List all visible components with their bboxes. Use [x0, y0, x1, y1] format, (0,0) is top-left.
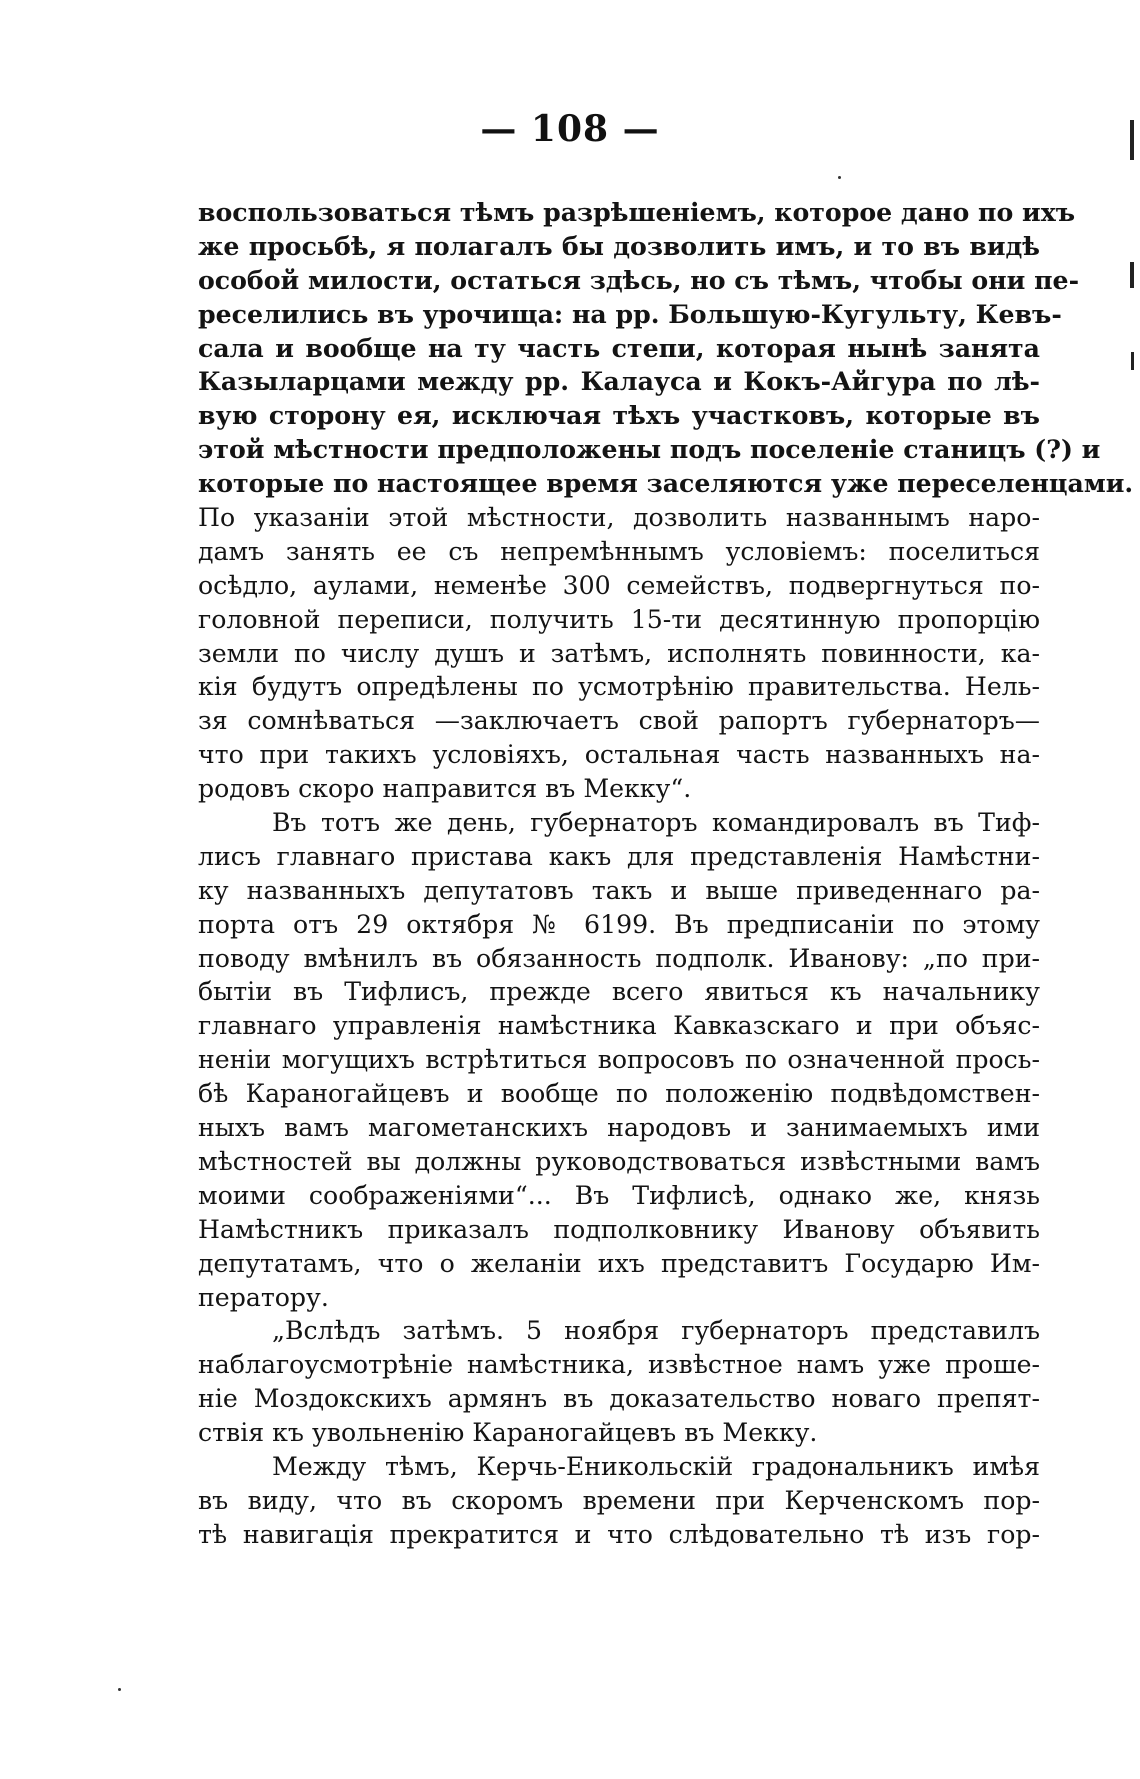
text-line: мѣстностей вы должны руководствоваться извѣстными вамъ	[198, 1146, 1040, 1176]
paragraph-start-line: Въ тотъ же день, губернаторъ командировалъ въ Тиф-	[272, 808, 1040, 838]
text-line: ператору.	[198, 1282, 329, 1312]
text-line: осѣдло, аулами, неменѣе 300 семействъ, подвергнуться по-	[198, 570, 1040, 600]
text-line: бытіи въ Тифлисъ, прежде всего явиться къ начальнику	[198, 977, 1040, 1007]
text-line: главнаго управленія намѣстника Кавказскаго и при объяс-	[198, 1011, 1040, 1041]
text-line: депутатамъ, что о желаніи ихъ представитъ Государю Им-	[198, 1248, 1040, 1278]
text-line: порта отъ 29 октября № 6199. Въ предписаніи по этому	[198, 909, 1040, 939]
text-line: Казыларцами между рр. Калауса и Кокъ-Айгура по лѣ-	[198, 366, 1040, 397]
text-line: этой мѣстности предположены подъ поселеніе станицъ (?) и	[198, 434, 1101, 465]
text-line: земли по числу душъ и затѣмъ, исполнять повинности, ка-	[198, 638, 1040, 668]
text-line: ніе Моздокскихъ армянъ въ доказательство новаго препят-	[198, 1384, 1040, 1414]
text-line: особой милости, остаться здѣсь, но съ тѣмъ, чтобы они пе-	[198, 264, 1080, 295]
text-line: моими соображеніями“... Въ Тифлисѣ, однако же, князь	[198, 1180, 1040, 1210]
text-line: ку названныхъ депутатовъ такъ и выше приведеннаго ра-	[198, 875, 1040, 905]
text-line: ствія къ увольненію Караногайцевъ въ Мекку.	[198, 1418, 818, 1448]
text-line: головной переписи, получить 15-ти десятинную пропорцію	[198, 604, 1040, 634]
text-line: воспользоваться тѣмъ разрѣшеніемъ, которое дано по ихъ	[198, 197, 1076, 227]
text-line: дамъ занять ее съ непремѣннымъ условіемъ: поселиться	[198, 536, 1040, 566]
text-line: же просьбѣ, я полагалъ бы дозволить имъ, и то въ видѣ	[198, 230, 1040, 261]
text-line: зя сомнѣваться —заключаетъ свой рапортъ губернаторъ—	[198, 706, 1040, 736]
text-line: лисъ главнаго пристава какъ для представленія Намѣстни-	[198, 841, 1040, 871]
text-line: въ виду, что въ скоромъ времени при Керченскомъ пор-	[198, 1485, 1040, 1515]
page-body-text	[198, 196, 1134, 1552]
scan-edge-mark	[1131, 352, 1134, 370]
text-line: сала и вообще на ту часть степи, которая нынѣ занята	[198, 332, 1040, 363]
text-line: Намѣстникъ приказалъ подполковнику Иванову объявить	[198, 1214, 1040, 1244]
page-number: — 108 —	[480, 108, 660, 150]
scan-speck	[118, 1688, 121, 1691]
text-line: вую сторону ея, исключая тѣхъ участковъ, которые въ	[198, 400, 1040, 431]
text-line: реселились въ урочища: на рр. Большую-Кугульту, Кевъ-	[198, 298, 1062, 329]
scan-edge-mark	[1130, 120, 1134, 160]
text-line: неніи могущихъ встрѣтиться вопросовъ по означенной прось-	[198, 1045, 1040, 1075]
text-line: По указаніи этой мѣстности, дозволить названнымъ наро-	[198, 503, 1040, 533]
text-line: бѣ Караногайцевъ и вообще по положенію подвѣдомствен-	[198, 1079, 1040, 1109]
text-line: наблагоусмотрѣніе намѣстника, извѣстное намъ уже проше-	[198, 1350, 1040, 1380]
text-line: родовъ скоро направится въ Мекку“.	[198, 774, 692, 804]
paragraph-start-line: Между тѣмъ, Керчь-Еникольскій градональникъ имѣя	[272, 1451, 1040, 1481]
text-line: кія будутъ опредѣлены по усмотрѣнію правительства. Нель-	[198, 672, 1040, 702]
text-line: которые по настоящее время заселяются уже переселенцами.	[198, 468, 1134, 499]
text-line: ныхъ вамъ магометанскихъ народовъ и занимаемыхъ ими	[198, 1113, 1040, 1143]
text-line: тѣ навигація прекратится и что слѣдовательно тѣ изъ гор-	[198, 1519, 1040, 1549]
scan-edge-mark	[1130, 262, 1134, 288]
paragraph-start-line: „Вслѣдъ затѣмъ. 5 ноября губернаторъ представилъ	[272, 1316, 1040, 1346]
text-line: поводу вмѣнилъ въ обязанность подполк. Иванову: „по при-	[198, 943, 1040, 973]
scan-speck	[838, 176, 841, 179]
text-line: что при такихъ условіяхъ, остальная часть названныхъ на-	[198, 740, 1040, 770]
